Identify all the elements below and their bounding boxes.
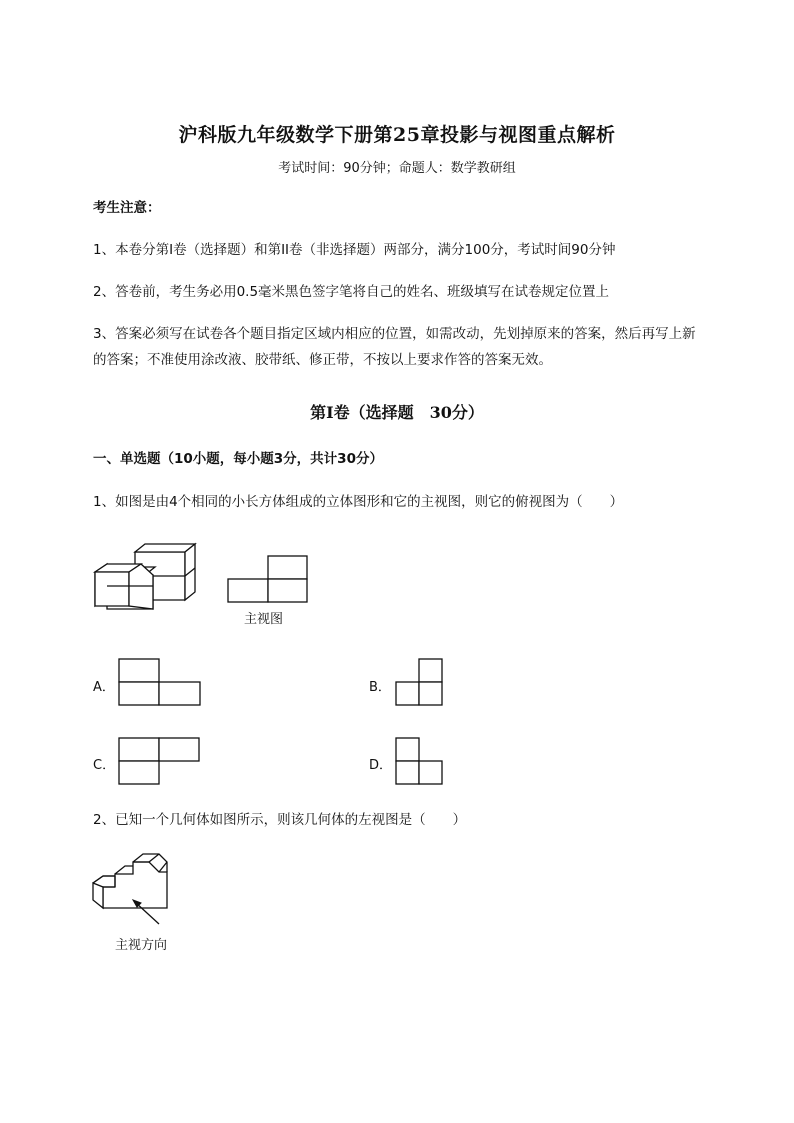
- option-d-figure[interactable]: [396, 738, 444, 786]
- notice-heading: 考生注意：: [93, 200, 161, 216]
- option-a-label[interactable]: A．: [93, 680, 115, 695]
- question-1-text: 1、如图是由4个相同的小长方体组成的立体图形和它的主视图，则它的俯视图为（ ）: [93, 494, 624, 510]
- exam-info: 考试时间：90分钟；命题人：数学教研组: [278, 161, 516, 176]
- q2-staircase-figure: [93, 852, 173, 932]
- q1-solid-figure: [95, 542, 195, 612]
- notice-item-1: 1、本卷分第I卷（选择题）和第II卷（非选择题）两部分，满分100分，考试时间90分钟: [93, 242, 616, 258]
- page-title: 沪科版九年级数学下册第25章投影与视图重点解析: [178, 124, 616, 146]
- notice-item-3-cont: 的答案；不准使用涂改液、胶带纸、修正带，不按以上要求作答的答案无效。: [93, 352, 552, 368]
- notice-item-2: 2、答卷前，考生务必用0.5毫米黑色签字笔将自己的姓名、班级填写在试卷规定位置上: [93, 284, 610, 300]
- option-c-figure[interactable]: [119, 738, 201, 786]
- q1-front-view: [228, 556, 308, 604]
- option-c-label[interactable]: C．: [93, 758, 116, 773]
- option-a-figure[interactable]: [119, 659, 201, 707]
- q2-figure-caption: 主视方向: [115, 938, 168, 953]
- notice-item-3: 3、答案必须写在试卷各个题目指定区域内相应的位置，如需改动，先划掉原来的答案，然后再写上新: [93, 326, 696, 342]
- option-d-label[interactable]: D．: [369, 758, 393, 773]
- option-b-label[interactable]: B．: [369, 680, 391, 695]
- q1-figure-caption: 主视图: [244, 612, 284, 627]
- section-title: 第I卷（选择题 30分）: [310, 403, 484, 422]
- question-2-text: 2、已知一个几何体如图所示，则该几何体的左视图是（ ）: [93, 812, 467, 828]
- part-heading: 一、单选题（10小题，每小题3分，共计30分）: [93, 451, 383, 467]
- option-b-figure[interactable]: [396, 659, 444, 707]
